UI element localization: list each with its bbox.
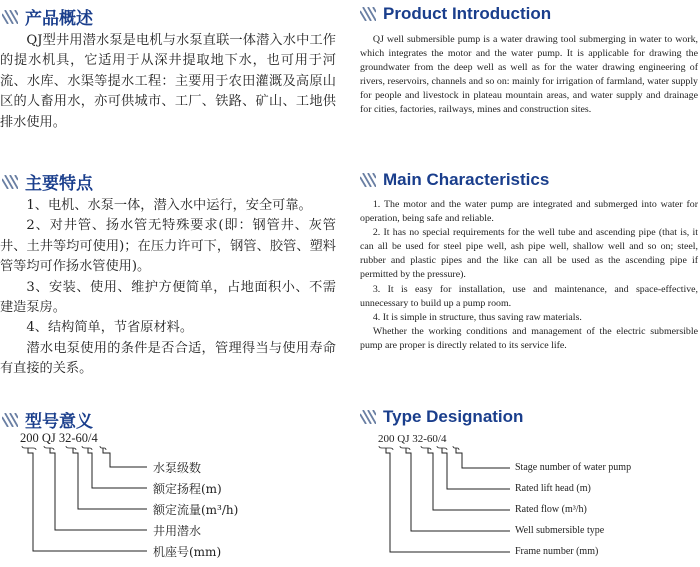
type-label-cn: 额定扬程(m) [153,482,222,496]
type-label-en: Rated lift head (m) [515,483,591,494]
feature-item: 4. It is simple in structure, thus saving raw materials. [372,311,582,323]
features-title-cn: 主要特点 [25,174,93,194]
type-label-cn: 井用潜水 [153,524,202,538]
feature-item: 2、对井管、扬水管无特殊要求(即：钢管井、灰管井、土井等均可使用)；在压力许可下，钢管、胶管、塑料管等均可作扬水管使用)。 [0,218,336,275]
connector-line [88,448,147,488]
connector-line [28,448,147,551]
type-diagram-en [360,0,698,567]
connector-line [428,448,510,510]
type-label-en: Stage number of water pump [515,462,632,473]
features-title-en: Main Characteristics [383,170,550,189]
feature-item: 2. It has no special requirements for the well tube and ascending pipe (that is, it can all be used for steel pipe well, ash pipe well, shallow well and so on; steel, rubber and plastic pipes and the like can all be used as the ascending pipe if permitted by the pressure). [360,227,698,281]
type-label-cn: 水泵级数 [153,461,202,475]
feature-item: 3. It is easy for installation, use and maintenance, and space-effective, unnecessary to build up a pump room. [360,283,698,309]
type-label-en: Frame number (mm) [515,546,599,557]
feature-item: Whether the working conditions and management of the electric submersible pump are proper is directly related to its service life. [360,325,698,351]
intro-text-cn: QJ型井用潜水泵是电机与水泵直联一体潜入水中工作的提水机具，它适用于从深井提取地下水，也可用于河流、水库、水渠等提水工程：主要用于农田灌溉及高原山区的人畜用水，亦可供城市、工厂、铁路、矿山、工地供排水使用。 [0,33,336,130]
type-label-cn: 额定流量(m³/h) [153,503,239,517]
connector-line [386,448,510,552]
type-title-cn: 型号意义 [25,412,93,432]
feature-item: 4、结构简单，节省原材料。 [26,320,194,336]
feature-item: 1. The motor and the water pump are integrated and submerged into water for operation, being safe and reliable. [360,199,698,225]
intro-title-en: Product Introduction [383,4,552,23]
connector-line [456,448,510,468]
type-label-en: Well submersible type [515,525,605,536]
model-code-cn: 200 QJ 32-60/4 [20,431,98,445]
feature-item: 3、安装、使用、维护方便简单，占地面积小、不需建造泵房。 [0,279,336,316]
connector-line [50,448,147,530]
feature-item: 潜水电泵使用的条件是否合适，管理得当与使用寿命有直接的关系。 [0,340,336,377]
type-label-cn: 机座号(mm) [153,545,222,559]
model-code-en: 200 QJ 32-60/4 [378,433,447,445]
type-label-en: Rated flow (m³/h) [515,504,587,515]
feature-item: 1、电机、水泵一体，潜入水中运行，安全可靠。 [26,198,312,213]
type-title-en: Type Designation [383,407,524,426]
connector-line [103,448,147,467]
intro-title-cn: 产品概述 [25,9,93,29]
intro-text-en: QJ well submersible pump is a water drawing tool submerging in water to work, which integrates the motor and the water pump. It is applicable for drawing the groundwater from the deep well as well as for the water drawing engineering of rivers, reservoirs, channels and so on: mainly for irrigation of farmland, water supply for people and livestock in plateau mountain areas, and water supply and drainage for cities, factories, railways, mines and construction sites. [360,34,698,116]
